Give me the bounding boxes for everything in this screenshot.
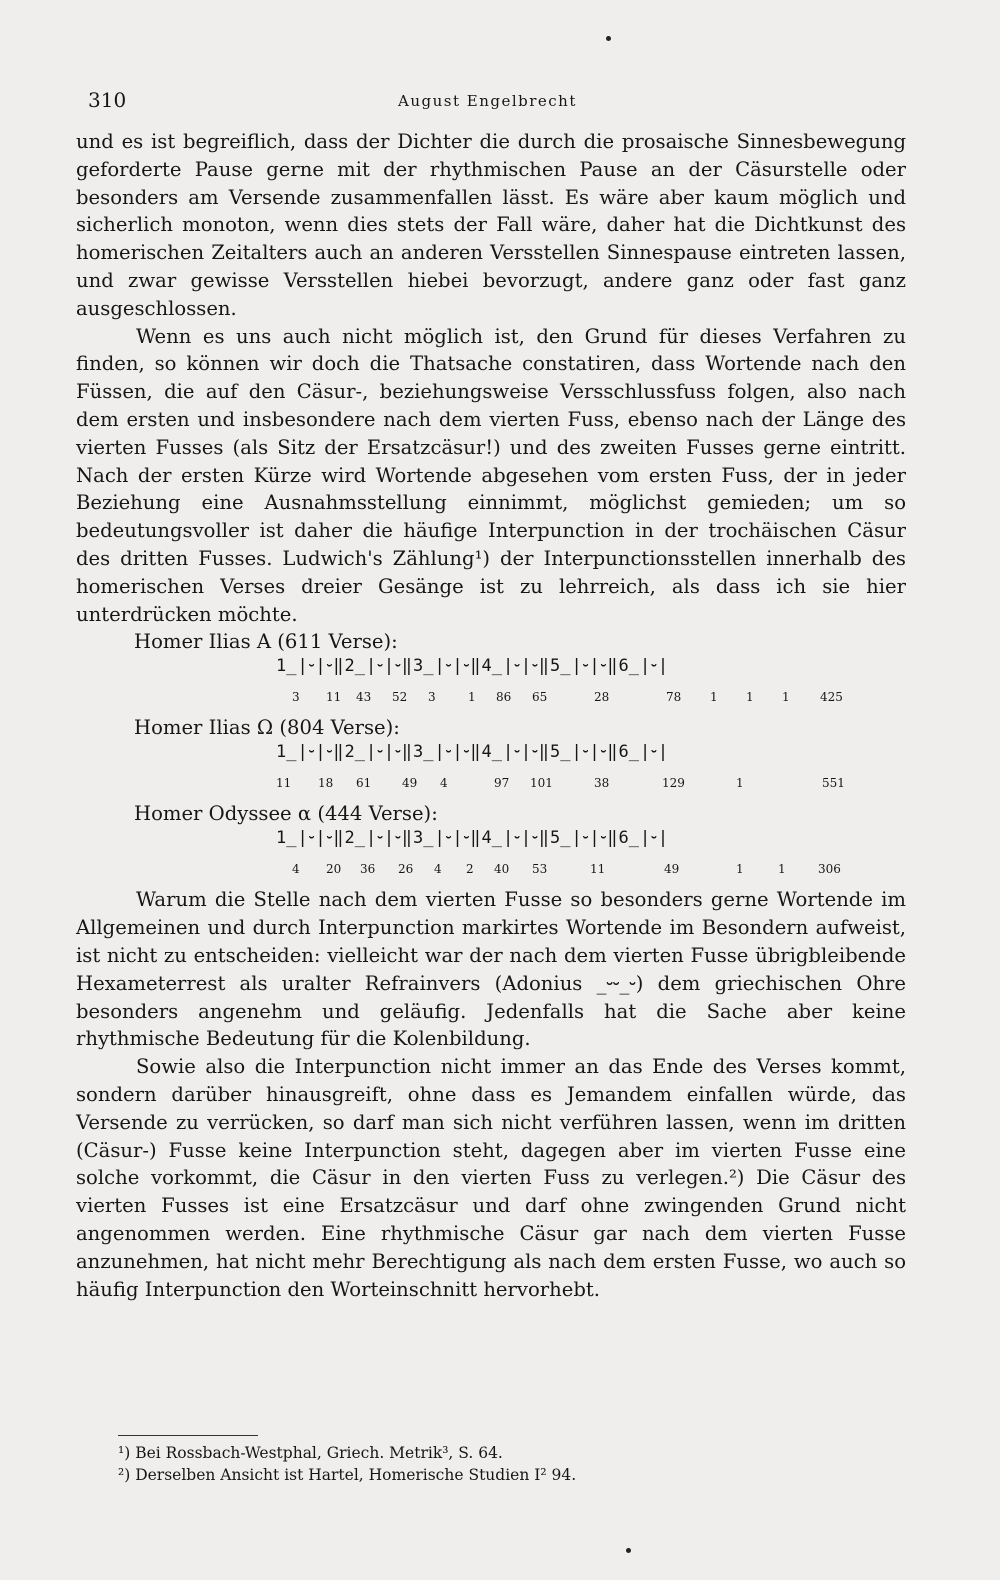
page-header (88, 88, 928, 118)
count: 40 (494, 862, 510, 877)
scheme-feet: 1̲|⏑|⏑‖2̲|⏑|⏑‖3̲|⏑|⏑‖4̲|⏑|⏑‖5̲|⏑|⏑‖6̲|⏑| (276, 828, 670, 849)
count: 4 (440, 776, 448, 791)
count: 1 (736, 776, 744, 791)
count: 49 (664, 862, 680, 877)
running-head: August Engelbrecht (398, 92, 577, 110)
footnote-divider (118, 1435, 258, 1436)
count: 78 (666, 690, 682, 705)
count: 26 (398, 862, 414, 877)
count: 1 (736, 862, 744, 877)
metrical-scheme-odyssey-alpha (196, 828, 856, 886)
metrical-scheme-iliad-omega (196, 742, 856, 800)
count: 43 (356, 690, 372, 705)
page-number: 310 (88, 88, 127, 112)
count: 425 (820, 690, 843, 705)
count: 28 (594, 690, 610, 705)
count: 52 (392, 690, 408, 705)
paragraph-2: Wenn es uns auch nicht möglich ist, den Grund für dieses Verfahren zu finden, so können wir doch die Thatsache constatiren, dass Wortende nach den Füssen, die auf den Cäsur-, beziehungsweise Versschlussfuss folgen, also nach dem ersten und insbesondere nach dem vierten Fuss, ebenso nach der Länge des vierten Fusses (als Sitz der Ersatzcäsur!) und des zweiten Fusses gerne eintritt. Nach der ersten Kürze wird Wortende abgesehen vom ersten Fuss, der in jeder Beziehung eine Ausnahmsstellung einnimmt, möglichst gemieden; um so bedeutungsvoller ist daher die häufige Interpunction in der trochäischen Cäsur des dritten Fusses. Ludwich's Zählung¹) der Interpunctionsstellen innerhalb des homerischen Verses dreier Gesänge ist zu lehrreich, als dass ich sie hier unterdrücken möchte. (76, 324, 906, 626)
scheme-heading-iliad-alpha: Homer Ilias Α (611 Verse): (134, 630, 398, 654)
scheme-heading-odyssey-alpha: Homer Odyssee α (444 Verse): (134, 802, 438, 826)
paragraph-3: Warum die Stelle nach dem vierten Fusse so besonders gerne Wortende im Allgemeinen und durch Interpunction markirtes Wortende im Besondern aufweist, ist nicht zu entscheiden: vielleicht war der nach dem vierten Fusse übrigbleibende Hexameterrest als uralter Refrainvers (Adonius _⏑⏑_⏑) dem griechischen Ohre besonders angenehm und geläufig. Jedenfalls hat die Sache aber keine rhythmische Bedeutung für die Kolenbildung. (76, 888, 906, 1051)
scheme-counts (196, 690, 856, 706)
scheme-heading-iliad-omega: Homer Ilias Ω (804 Verse): (134, 716, 400, 740)
count: 65 (532, 690, 548, 705)
count: 61 (356, 776, 372, 791)
count: 1 (468, 690, 476, 705)
body-text (76, 128, 906, 1303)
count: 53 (532, 862, 548, 877)
count: 11 (326, 690, 342, 705)
footnote-1: ¹) Bei Rossbach-Westphal, Griech. Metrik³, S. 64. (118, 1444, 503, 1462)
count: 306 (818, 862, 841, 877)
count: 129 (662, 776, 685, 791)
scheme-feet: 1̲|⏑|⏑‖2̲|⏑|⏑‖3̲|⏑|⏑‖4̲|⏑|⏑‖5̲|⏑|⏑‖6̲|⏑| (276, 656, 670, 677)
scheme-feet: 1̲|⏑|⏑‖2̲|⏑|⏑‖3̲|⏑|⏑‖4̲|⏑|⏑‖5̲|⏑|⏑‖6̲|⏑| (276, 742, 670, 763)
count: 49 (402, 776, 418, 791)
count: 20 (326, 862, 342, 877)
footnote-2: ²) Derselben Ansicht ist Hartel, Homerische Studien I² 94. (118, 1466, 577, 1484)
count: 4 (292, 862, 300, 877)
ink-speck (606, 36, 611, 41)
count: 11 (590, 862, 606, 877)
count: 1 (710, 690, 718, 705)
count: 38 (594, 776, 610, 791)
scheme-counts (196, 776, 856, 792)
count: 11 (276, 776, 292, 791)
count: 2 (466, 862, 474, 877)
count: 101 (530, 776, 553, 791)
count: 4 (434, 862, 442, 877)
paragraph-1: und es ist begreiflich, dass der Dichter die durch die prosaische Sinnesbewegung geforderte Pause gerne mit der rhythmischen Pause an der Cäsurstelle oder besonders am Versende zusammenfallen lässt. Es wäre aber kaum möglich und sicherlich monoton, wenn dies stets der Fall wäre, daher hat die Dichtkunst des homerischen Zeitalters auch an anderen Versstellen Sinnespause eintreten lassen, und zwar gewisse Versstellen hiebei bevorzugt, andere ganz oder fast ganz ausgeschlossen. (76, 130, 906, 320)
count: 86 (496, 690, 512, 705)
count: 1 (746, 690, 754, 705)
count: 551 (822, 776, 845, 791)
count: 18 (318, 776, 334, 791)
count: 3 (428, 690, 436, 705)
scheme-counts (196, 862, 856, 878)
count: 1 (782, 690, 790, 705)
count: 3 (292, 690, 300, 705)
metrical-scheme-iliad-alpha (196, 656, 856, 714)
count: 1 (778, 862, 786, 877)
paragraph-4: Sowie also die Interpunction nicht immer an das Ende des Verses kommt, sondern darüber hinausgreift, ohne dass es Jemandem einfallen würde, das Versende zu verrücken, so darf man sich nicht verführen lassen, wenn im dritten (Cäsur-) Fusse keine Interpunction steht, dagegen aber im vierten Fusse eine solche vorkommt, die Cäsur in den vierten Fuss zu verlegen.²) Die Cäsur des vierten Fusses ist eine Ersatzcäsur und darf ohne zwingenden Grund nicht angenommen werden. Eine rhythmische Cäsur gar nach dem vierten Fusse anzunehmen, hat nicht mehr Berechtigung als nach dem ersten Fusse, wo auch so häufig Interpunction den Worteinschnitt hervorhebt. (76, 1055, 906, 1301)
count: 97 (494, 776, 510, 791)
footnotes (118, 1442, 898, 1486)
ink-speck (626, 1548, 631, 1553)
count: 36 (360, 862, 376, 877)
